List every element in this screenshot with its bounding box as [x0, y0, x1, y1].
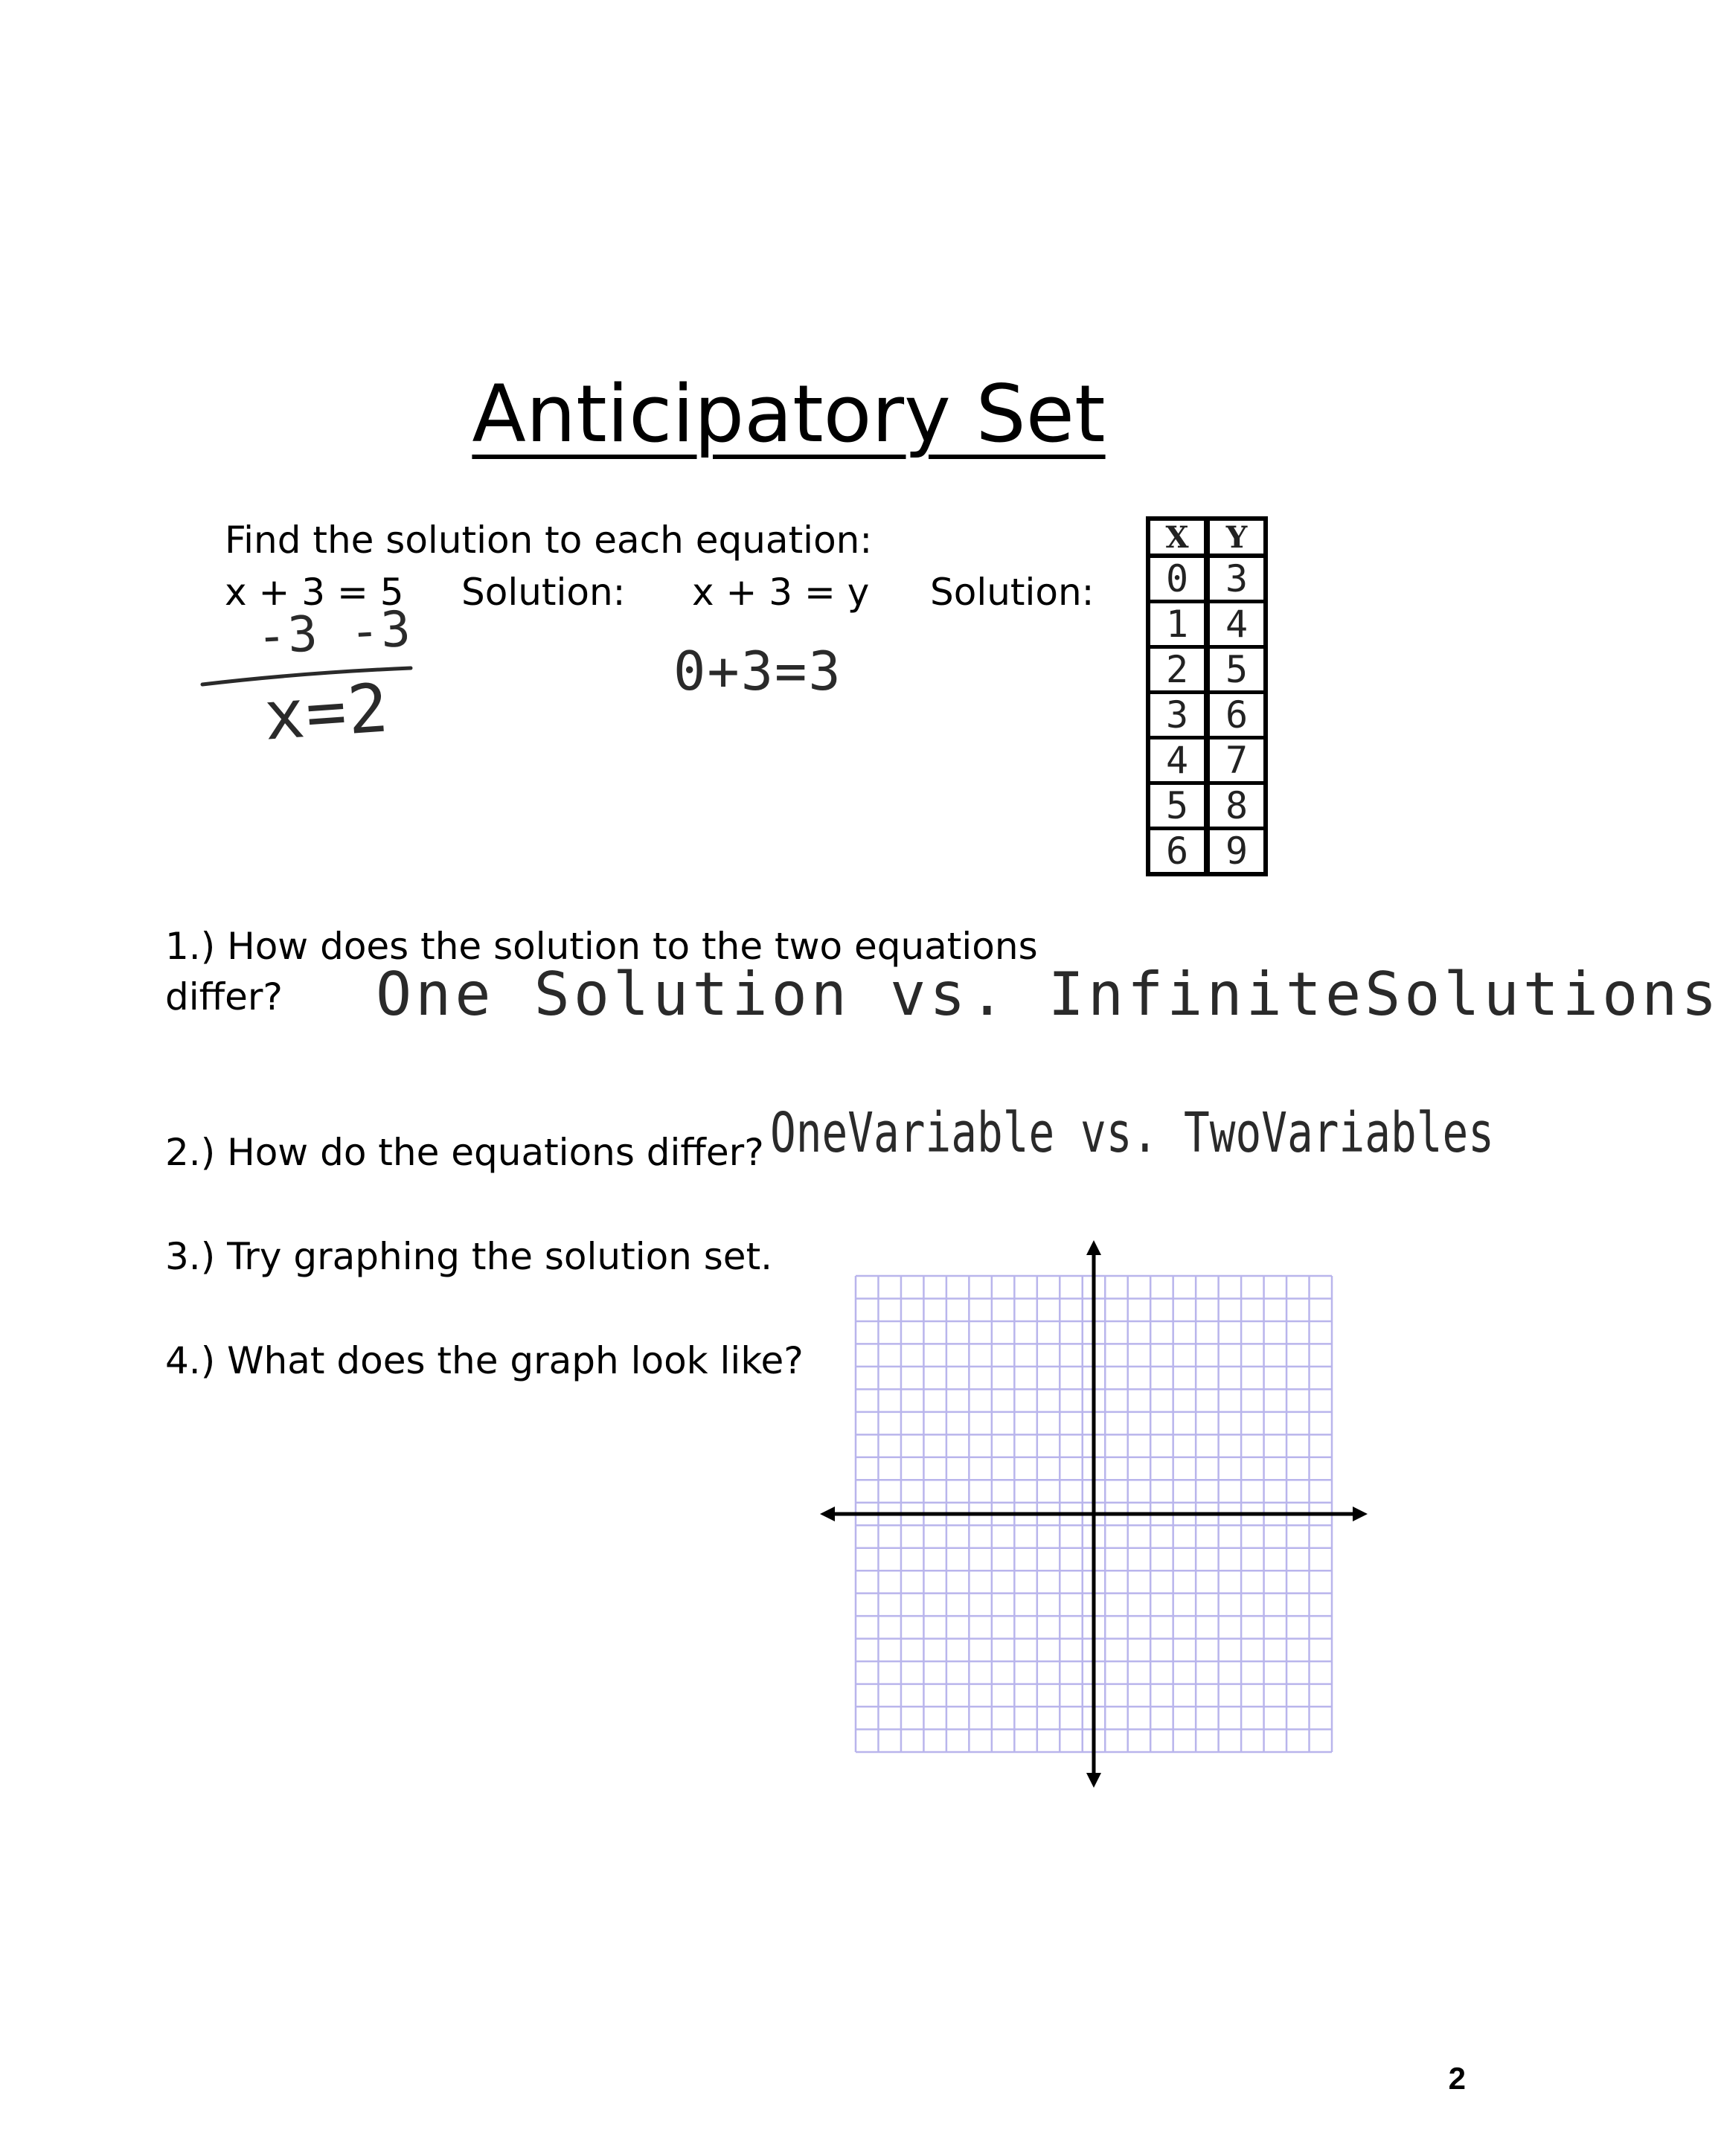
y-axis-arrow-up-icon	[1086, 1240, 1101, 1255]
xy-cell-y: 7	[1204, 739, 1263, 781]
xy-cell-x: 4	[1165, 739, 1189, 782]
xy-header-x: X	[1165, 519, 1189, 555]
xy-cell-x: 5	[1165, 784, 1189, 827]
question-1-line-1: 1.) How does the solution to the two equations	[165, 925, 1038, 968]
table-row	[1150, 830, 1263, 872]
xy-cell-x: 3	[1165, 693, 1189, 737]
table-row	[1150, 785, 1263, 830]
question-2: 2.) How do the equations differ?	[165, 1131, 764, 1174]
page-title: Anticipatory Set	[472, 368, 1106, 460]
xy-header-y: Y	[1204, 521, 1263, 554]
handwritten-answer-1: One Solution vs. InfiniteSolutions	[376, 960, 1721, 1029]
xy-cell-y: 5	[1204, 649, 1263, 690]
table-row	[1150, 694, 1263, 739]
question-3: 3.) Try graphing the solution set.	[165, 1235, 773, 1278]
xy-table-header	[1150, 521, 1263, 558]
coordinate-grid	[818, 1239, 1369, 1789]
table-row	[1150, 558, 1263, 603]
xy-cell-y: 8	[1204, 785, 1263, 827]
table-row	[1150, 603, 1263, 649]
handwritten-answer-2: OneVariable vs. TwoVariables	[770, 1101, 1495, 1165]
xy-cell-x: 6	[1165, 830, 1189, 873]
solution-1-label: Solution:	[461, 571, 626, 614]
xy-cell-y: 4	[1204, 603, 1263, 645]
equation-2: x + 3 = y	[692, 571, 870, 614]
xy-table	[1146, 516, 1268, 876]
page-number: 2	[1448, 2061, 1466, 2096]
handwritten-subtract-step: -3 -3	[255, 600, 414, 666]
axes	[820, 1240, 1368, 1788]
x-axis-arrow-right-icon	[1353, 1507, 1368, 1521]
xy-cell-x: 2	[1165, 648, 1189, 691]
y-axis-arrow-down-icon	[1086, 1773, 1101, 1788]
xy-cell-x: 1	[1165, 603, 1189, 646]
solution-2-label: Solution:	[930, 571, 1095, 614]
xy-cell-y: 6	[1204, 694, 1263, 736]
xy-cell-y: 3	[1204, 558, 1263, 600]
table-row	[1150, 739, 1263, 785]
equation-1: x + 3 = 5	[225, 571, 404, 614]
x-axis-arrow-left-icon	[820, 1507, 835, 1521]
instructions-text: Find the solution to each equation:	[225, 519, 873, 562]
table-row	[1150, 649, 1263, 694]
question-4: 4.) What does the graph look like?	[165, 1339, 804, 1382]
xy-cell-y: 9	[1204, 830, 1263, 872]
xy-cell-x: 0	[1165, 557, 1189, 600]
question-1-line-2: differ?	[165, 975, 283, 1018]
handwritten-work: 0+3=3	[673, 640, 842, 702]
handwritten-result: x=2	[261, 669, 393, 756]
